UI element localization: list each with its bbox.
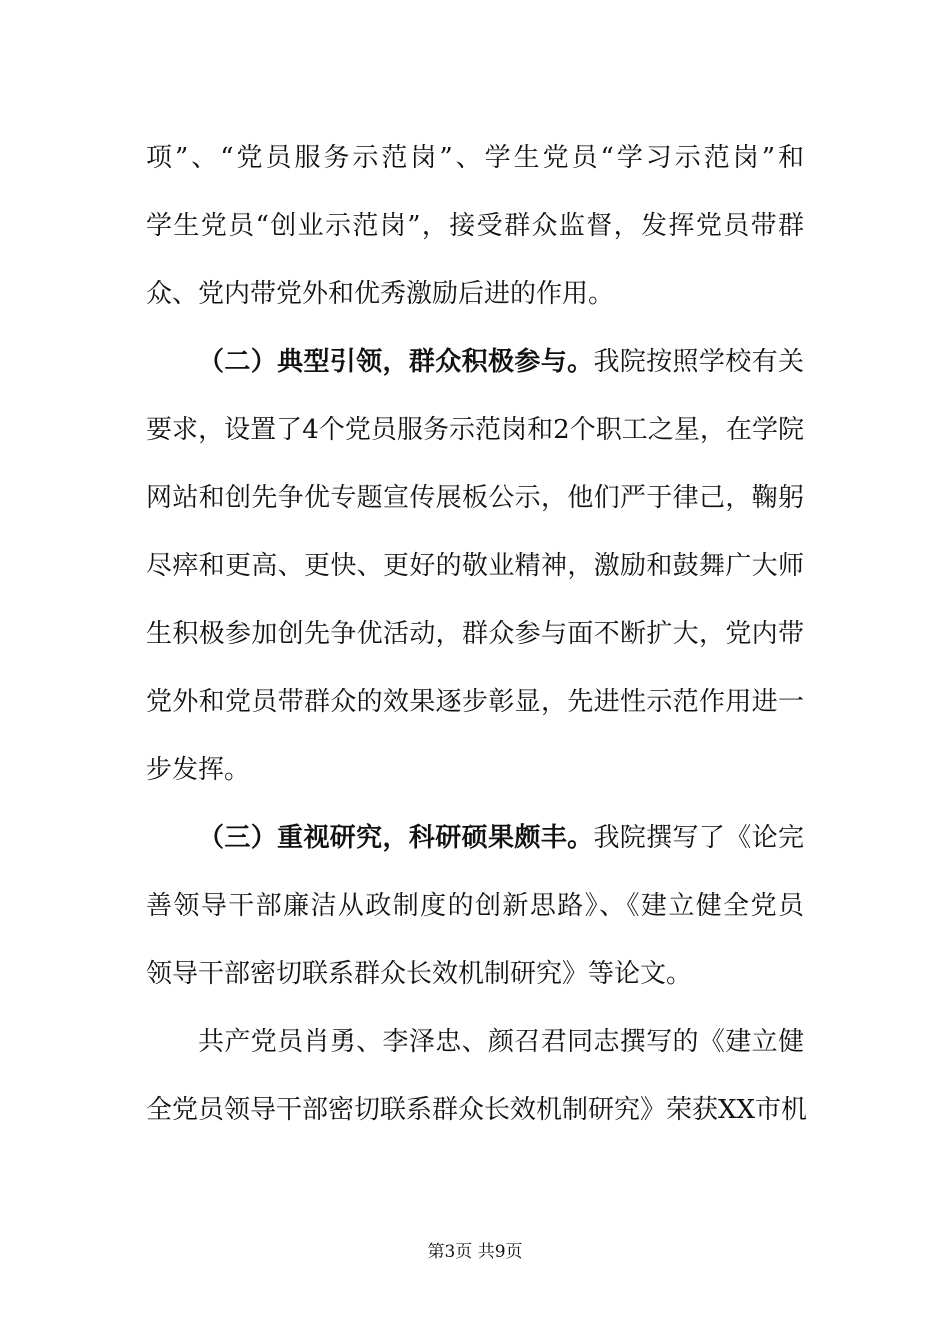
paragraph-line: 生积极参加创先争优活动，群众参与面不断扩大，党内带 — [146, 619, 804, 649]
paragraph-line: 全党员领导干部密切联系群众长效机制研究》荣获XX市机 — [146, 1095, 808, 1125]
section-heading-two: （二）典型引领，群众积极参与。 — [198, 347, 594, 377]
paragraph-line: 要求，设置了4个党员服务示范岗和2个职工之星，在学院 — [146, 415, 804, 445]
paragraph-line: 学生党员“创业示范岗”，接受群众监督，发挥党员带群 — [146, 211, 804, 241]
paragraph-line: 领导干部密切联系群众长效机制研究》等论文。 — [146, 959, 693, 989]
section-three-first-line — [198, 818, 804, 858]
paragraph-text: 我院撰写了《论完 — [593, 823, 804, 853]
paragraph-line: 共产党员肖勇、李泽忠、颜召君同志撰写的《建立健 — [198, 1027, 804, 1057]
paragraph-text: 我院按照学校有关 — [593, 347, 804, 377]
section-heading-three: （三）重视研究，科研硕果颇丰。 — [198, 823, 594, 853]
paragraph-line: 尽瘁和更高、更快、更好的敬业精神，激励和鼓舞广大师 — [146, 551, 804, 581]
paragraph-line: 众、党内带党外和优秀激励后进的作用。 — [146, 279, 615, 309]
paragraph-line: 党外和党员带群众的效果逐步彰显，先进性示范作用进一 — [146, 687, 804, 717]
paragraph-line: 项”、“党员服务示范岗”、学生党员“学习示范岗”和 — [146, 143, 804, 173]
paragraph-line: 步发挥。 — [146, 755, 251, 785]
page-number-footer: 第3页 共9页 — [427, 1242, 523, 1262]
paragraph-line: 网站和创先争优专题宣传展板公示，他们严于律己，鞠躬 — [146, 483, 804, 513]
section-two-first-line — [198, 342, 804, 382]
paragraph-line: 善领导干部廉洁从政制度的创新思路》、《建立健全党员 — [146, 891, 804, 921]
